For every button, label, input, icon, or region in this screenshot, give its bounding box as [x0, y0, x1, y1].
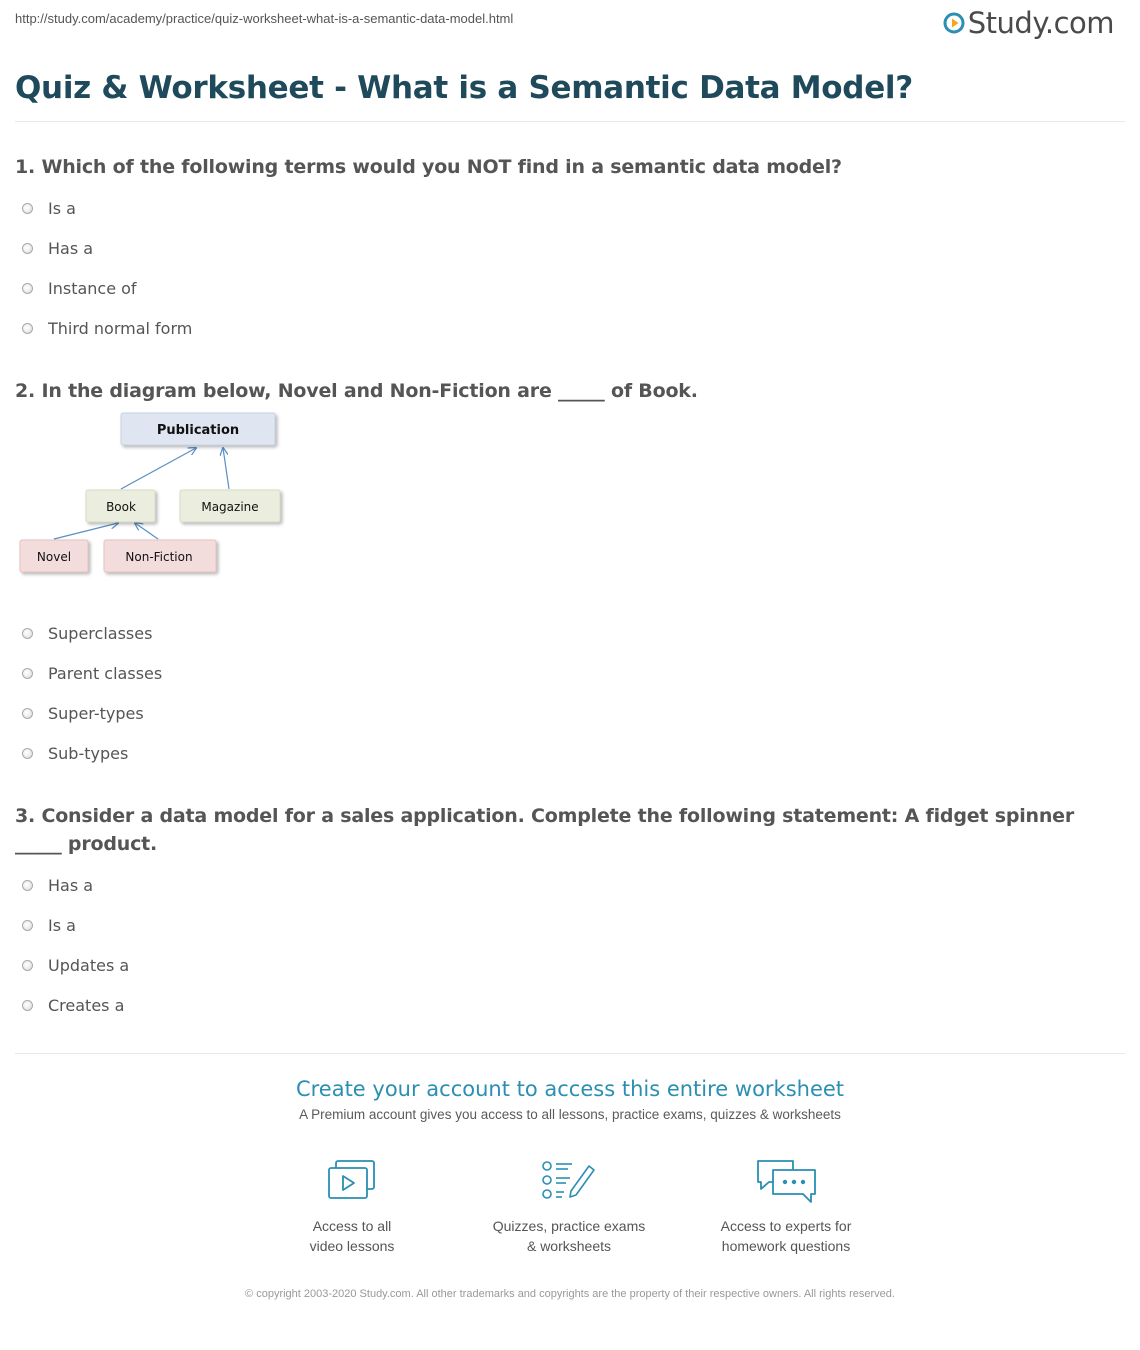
answer-option[interactable] [22, 905, 129, 945]
radio-button[interactable] [22, 748, 33, 759]
feature-label: Access to all video lessons [309, 1218, 395, 1254]
answer-label: Super-types [48, 703, 144, 723]
class-hierarchy-diagram [0, 400, 300, 590]
answer-label: Third normal form [48, 318, 193, 338]
radio-button[interactable] [22, 323, 33, 334]
answer-label: Sub-types [48, 743, 129, 763]
feature-quizzes [469, 1158, 669, 1256]
chat-experts-icon [753, 1158, 819, 1204]
video-lessons-icon [325, 1158, 379, 1204]
section-divider [15, 1053, 1125, 1054]
logo-text: Study.com [967, 6, 1114, 40]
svg-text:Novel: Novel [36, 550, 72, 564]
study-logo[interactable] [943, 6, 1114, 40]
answer-option[interactable] [22, 985, 129, 1025]
cta-title[interactable]: Create your account to access this entire worksheet [295, 1077, 845, 1101]
radio-button[interactable] [22, 1000, 33, 1011]
answer-label: Is a [48, 915, 76, 935]
answer-option[interactable] [22, 865, 129, 905]
answer-label: Has a [48, 875, 94, 895]
quiz-checklist-icon [540, 1158, 598, 1204]
answer-label: Superclasses [48, 623, 153, 643]
answer-option[interactable] [22, 653, 162, 693]
radio-button[interactable] [22, 243, 33, 254]
question-1-choices [22, 188, 192, 348]
question-3: 3. Consider a data model for a sales application. Complete the following statement: A fidget spinner _____ product. [15, 805, 1075, 855]
answer-label: Parent classes [48, 663, 163, 683]
answer-option[interactable] [22, 733, 162, 773]
svg-text:Magazine: Magazine [201, 500, 259, 514]
svg-text:Publication: Publication [156, 423, 240, 438]
node-publication [121, 413, 275, 445]
answer-option[interactable] [22, 228, 192, 268]
radio-button[interactable] [22, 880, 33, 891]
answer-option[interactable] [22, 613, 162, 653]
question-1: 1. Which of the following terms would you NOT find in a semantic data model? [15, 156, 842, 178]
node-novel [20, 540, 88, 572]
question-3-choices [22, 865, 129, 1025]
radio-button[interactable] [22, 960, 33, 971]
radio-button[interactable] [22, 283, 33, 294]
svg-text:Non-Fiction: Non-Fiction [125, 550, 193, 564]
answer-label: Creates a [48, 995, 125, 1015]
radio-button[interactable] [22, 708, 33, 719]
play-icon [943, 12, 965, 34]
node-magazine [180, 490, 280, 522]
answer-option[interactable] [22, 945, 129, 985]
page-url: http://study.com/academy/practice/quiz-worksheet-what-is-a-semantic-data-model.html [15, 11, 514, 26]
feature-video-lessons [252, 1158, 452, 1256]
arrow-book-to-publication [121, 448, 196, 489]
answer-label: Updates a [48, 955, 130, 975]
answer-label: Is a [48, 198, 76, 218]
title-divider [15, 121, 1125, 122]
radio-button[interactable] [22, 203, 33, 214]
question-2-choices [22, 613, 162, 773]
node-book [86, 490, 155, 522]
answer-option[interactable] [22, 268, 192, 308]
radio-button[interactable] [22, 920, 33, 931]
page-title: Quiz & Worksheet - What is a Semantic Data Model? [15, 70, 913, 106]
feature-label: Quizzes, practice exams & worksheets [492, 1218, 646, 1254]
arrow-magazine-to-publication [223, 448, 229, 489]
answer-option[interactable] [22, 188, 192, 228]
answer-label: Instance of [48, 278, 137, 298]
radio-button[interactable] [22, 668, 33, 679]
arrow-nonfiction-to-book [135, 523, 158, 539]
answer-option[interactable] [22, 693, 162, 733]
radio-button[interactable] [22, 628, 33, 639]
feature-experts [686, 1158, 886, 1256]
answer-option[interactable] [22, 308, 192, 348]
feature-label: Access to experts for homework questions [720, 1218, 852, 1254]
svg-text:Book: Book [106, 500, 136, 514]
cta-subtitle: A Premium account gives you access to all lessons, practice exams, quizzes & worksheets [299, 1107, 841, 1122]
node-non-fiction [104, 540, 216, 572]
copyright: © copyright 2003-2020 Study.com. All other trademarks and copyrights are the property of their respective owners. All rights reserved. [245, 1288, 895, 1300]
arrow-novel-to-book [54, 523, 118, 539]
answer-label: Has a [48, 238, 94, 258]
question-2: 2. In the diagram below, Novel and Non-Fiction are _____ of Book. [15, 380, 698, 402]
